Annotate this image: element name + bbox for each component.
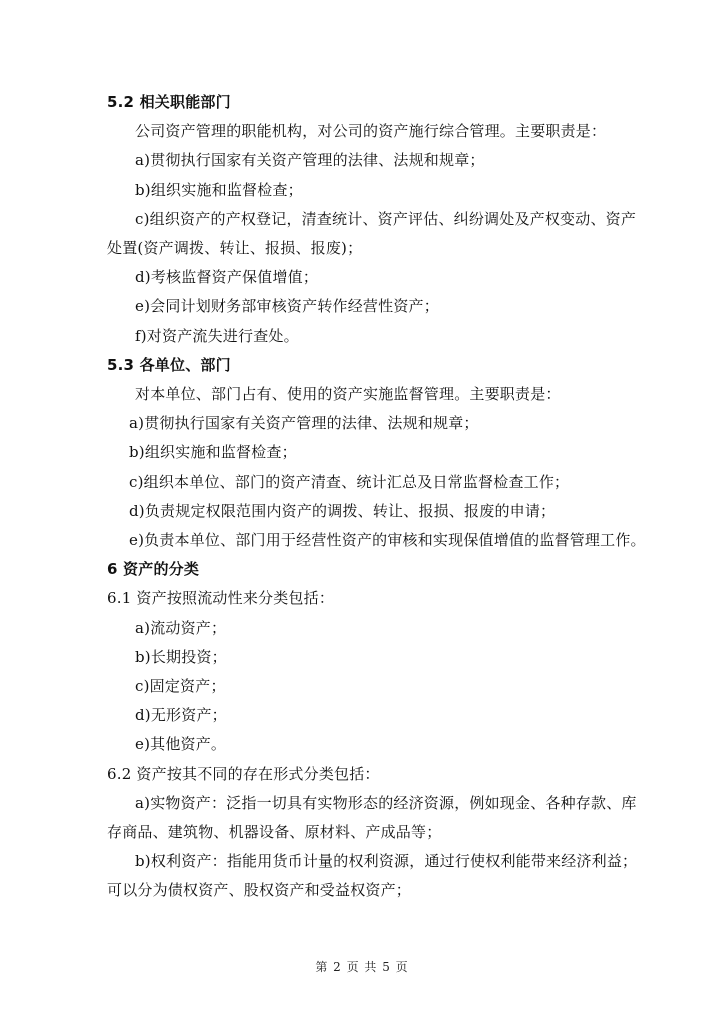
list-item: a)贯彻执行国家有关资产管理的法律、法规和规章；	[129, 414, 479, 433]
list-item: e)负责本单位、部门用于经营性资产的审核和实现保值增值的监督管理工作。	[129, 531, 646, 550]
list-item: a)贯彻执行国家有关资产管理的法律、法规和规章；	[135, 151, 485, 170]
section-heading-5-3: 5.3 各单位、部门	[107, 355, 231, 374]
section-heading-5-2: 5.2 相关职能部门	[107, 93, 231, 111]
subsection-intro-6-1: 6.1 资产按照流动性来分类包括：	[107, 589, 335, 608]
list-item: b)长期投资；	[135, 647, 227, 666]
paragraph-line: 公司资产管理的职能机构，对公司的资产施行综合管理。主要职责是：	[135, 122, 607, 141]
list-item: f)对资产流失进行查处。	[135, 326, 299, 345]
document-body	[107, 88, 646, 906]
subsection-intro-6-2: 6.2 资产按其不同的存在形式分类包括：	[107, 764, 380, 783]
list-item: e)其他资产。	[135, 735, 227, 754]
section-heading-6: 6 资产的分类	[107, 560, 200, 579]
list-item: a)流动资产；	[135, 618, 227, 637]
list-item: b)组织实施和监督检查；	[135, 180, 303, 199]
list-item: c)固定资产；	[135, 677, 226, 696]
list-item: d)负责规定权限范围内资产的调拨、转让、报损、报废的申请；	[129, 501, 556, 520]
list-item: d)无形资产；	[135, 706, 227, 725]
list-item: c)组织资产的产权登记，清查统计、资产评估、纠纷调处及产权变动、资产	[135, 209, 637, 228]
list-item: d)考核监督资产保值增值；	[135, 268, 319, 287]
list-item: b)组织实施和监督检查；	[129, 443, 297, 462]
list-item-continuation: 存商品、建筑物、机器设备、原材料、产成品等；	[107, 823, 442, 842]
list-item: e)会同计划财务部审核资产转作经营性资产；	[135, 297, 439, 316]
list-item-continuation: 可以分为债权资产、股权资产和受益权资产；	[107, 881, 412, 900]
list-item: b)权利资产：指能用货币计量的权利资源，通过行使权利能带来经济利益；	[135, 852, 638, 871]
list-item: a)实物资产：泛指一切具有实物形态的经济资源，例如现金、各种存款、库	[135, 793, 637, 812]
paragraph-line: 对本单位、部门占有、使用的资产实施监督管理。主要职责是：	[135, 385, 561, 404]
page-number-footer: 第 2 页 共 5 页	[315, 960, 409, 974]
list-item-continuation: 处置(资产调拨、转让、报损、报废)；	[107, 239, 363, 258]
list-item: c)组织本单位、部门的资产清查、统计汇总及日常监督检查工作；	[129, 472, 570, 491]
